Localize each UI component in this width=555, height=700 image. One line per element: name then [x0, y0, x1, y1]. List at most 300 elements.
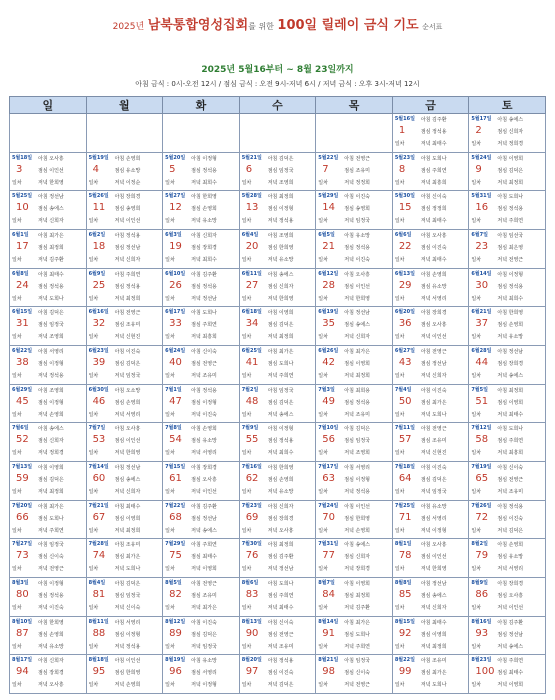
day-label: 일차	[318, 450, 328, 457]
day-date: 6월19일	[318, 309, 339, 316]
day-cell	[10, 577, 87, 616]
day-cell-content	[87, 385, 163, 421]
day-cell-content	[87, 539, 163, 575]
evening-person: 저녁 주희연	[344, 643, 370, 650]
morning-person: 아침 이정형	[497, 271, 524, 278]
day-number: 6	[245, 163, 253, 175]
morning-person: 아침 손영희	[191, 426, 217, 433]
day-number: 15	[398, 202, 412, 214]
day-date: 6월28일	[471, 347, 492, 354]
day-cell	[316, 307, 393, 346]
evening-person: 저녁 최태수	[497, 411, 524, 418]
morning-person: 아침 정선남	[344, 310, 370, 317]
day-cell	[10, 152, 87, 191]
day-label: 일차	[88, 218, 99, 225]
day-cell-content	[163, 385, 239, 421]
evening-person: 저녁 전영근	[497, 256, 524, 263]
lunch-person: 점심 서영리	[191, 670, 217, 677]
day-date: 5월17일	[471, 116, 492, 122]
day-cell-content	[469, 423, 545, 459]
day-cell-content	[393, 385, 469, 421]
day-label: 일차	[241, 372, 252, 379]
day-date: 5월22일	[318, 154, 339, 161]
day-number: 46	[92, 395, 106, 407]
day-date: 7월23일	[241, 502, 262, 509]
day-label: 일차	[394, 643, 405, 650]
morning-person: 아침 유소망	[191, 658, 217, 665]
morning-person: 아침 오사흥	[420, 542, 447, 549]
day-cell	[10, 345, 87, 384]
evening-person: 저녁 정석용	[114, 643, 141, 650]
day-cell	[316, 500, 393, 539]
lunch-person: 점심 이영희	[344, 360, 370, 367]
morning-person: 아침 신이숙	[267, 619, 294, 626]
day-number: 72	[475, 511, 489, 523]
day-date: 7월5일	[471, 386, 488, 393]
lunch-person: 점심 이영희	[497, 399, 524, 406]
day-cell-content	[393, 578, 469, 614]
evening-person: 저녁 송에스	[191, 527, 217, 534]
day-label: 일차	[318, 295, 328, 302]
evening-person: 저녁 손영희	[114, 682, 141, 689]
evening-person: 저녁 김덕은	[267, 682, 294, 689]
day-cell	[239, 152, 316, 191]
day-cell-content	[316, 307, 392, 343]
morning-person: 아침 최태수	[38, 271, 64, 278]
day-number: 83	[245, 588, 259, 600]
day-cell	[469, 423, 546, 462]
day-number: 49	[322, 395, 335, 407]
morning-person: 아침 최태수	[420, 619, 447, 626]
lunch-person: 점심 손영희	[114, 399, 141, 406]
day-label: 일차	[471, 334, 482, 341]
day-cell-content	[10, 191, 86, 227]
day-cell	[469, 191, 546, 230]
day-label: 일차	[241, 334, 252, 341]
evening-person: 저녁 조유미	[267, 643, 294, 650]
day-date: 7월29일	[165, 541, 186, 548]
morning-person: 아침 김주환	[497, 619, 524, 626]
day-date: 8월11일	[88, 618, 109, 625]
morning-person: 아침 한희영	[497, 310, 524, 317]
day-date: 7월25일	[394, 502, 415, 509]
day-cell	[469, 345, 546, 384]
evening-person: 저녁 도희나	[420, 682, 447, 689]
lunch-person: 점심 주희연	[191, 322, 217, 329]
evening-person: 저녁 이영희	[497, 682, 524, 689]
day-number: 12	[169, 202, 182, 214]
morning-person: 아침 오사흥	[344, 271, 370, 278]
day-cell-content	[87, 578, 163, 614]
day-number: 38	[16, 356, 29, 368]
day-cell-content	[10, 655, 86, 691]
day-number: 69	[245, 511, 259, 523]
day-number: 23	[475, 240, 489, 252]
week-row	[10, 191, 546, 230]
day-label: 일차	[471, 179, 482, 186]
day-cell	[86, 384, 163, 423]
day-number: 39	[92, 356, 106, 368]
evening-person: 저녁 주희연	[267, 372, 294, 379]
day-label: 일차	[12, 643, 22, 650]
day-number: 2	[475, 125, 482, 136]
lunch-person: 점심 송영희	[344, 206, 370, 213]
evening-person: 저녁 최흥희	[420, 179, 447, 186]
day-date: 8월15일	[394, 618, 415, 625]
day-number: 58	[475, 434, 489, 446]
day-date: 7월31일	[318, 541, 339, 548]
lunch-person: 점심 정석용	[114, 283, 141, 290]
day-label: 일차	[165, 411, 175, 418]
day-label: 일차	[88, 643, 99, 650]
day-cell-content	[87, 501, 163, 537]
day-cell	[392, 191, 469, 230]
page-title	[0, 14, 555, 33]
day-cell	[316, 384, 393, 423]
evening-person: 저녁 주희연	[497, 218, 524, 225]
calendar-table	[9, 96, 546, 694]
lunch-person: 점심 정선남	[114, 244, 141, 251]
day-cell	[163, 268, 240, 307]
evening-person: 저녁 장희경	[344, 566, 370, 573]
morning-person: 아침 신이숙	[191, 348, 217, 355]
day-number: 77	[322, 550, 335, 562]
day-label: 일차	[471, 682, 482, 689]
day-cell-content	[393, 501, 469, 537]
day-date: 8월22일	[394, 657, 415, 664]
evening-person: 저녁 신희자	[38, 218, 64, 225]
morning-person: 아침 최희용	[344, 387, 370, 394]
lunch-person: 점심 이영희	[420, 631, 447, 638]
morning-person: 아침 이영희	[497, 155, 524, 162]
lunch-person: 점심 김주환	[267, 554, 294, 561]
evening-person: 저녁 이진숙	[344, 256, 370, 263]
day-number: 25	[92, 279, 106, 291]
day-cell-content	[163, 191, 239, 227]
day-label: 일차	[165, 488, 175, 495]
day-number: 82	[169, 588, 182, 600]
evening-person: 저녁 최흥희	[191, 334, 217, 341]
day-cell	[163, 191, 240, 230]
day-label: 일차	[318, 256, 328, 263]
day-number: 43	[398, 356, 412, 368]
day-number: 78	[398, 550, 412, 562]
morning-person: 아침 이진숙	[191, 619, 217, 626]
morning-person: 아침 전영근	[191, 580, 217, 587]
morning-person: 아침 오소망	[114, 387, 141, 394]
lunch-person: 점심 최가은	[114, 554, 141, 561]
day-cell-content	[469, 346, 545, 382]
week-row	[10, 152, 546, 191]
lunch-person: 점심 조유미	[191, 592, 217, 599]
day-date: 7월10일	[318, 425, 339, 432]
day-cell-content	[87, 423, 163, 459]
evening-person: 저녁 정희경	[497, 141, 524, 147]
day-date: 8월6일	[241, 579, 259, 586]
lunch-person: 점심 정석용	[344, 244, 370, 251]
day-number: 21	[322, 240, 335, 252]
day-cell	[163, 307, 240, 346]
day-date: 6월4일	[241, 231, 259, 238]
lunch-person: 점심 정선남	[420, 360, 447, 367]
evening-person: 저녁 신희자	[114, 256, 141, 263]
day-date: 6월20일	[394, 309, 415, 316]
day-label: 일차	[318, 334, 328, 341]
day-date: 8월7일	[318, 579, 335, 586]
day-cell	[239, 461, 316, 500]
day-cell	[239, 268, 316, 307]
evening-person: 저녁 정석용	[38, 372, 64, 379]
evening-person: 저녁 신희자	[344, 334, 370, 341]
day-cell-content	[316, 346, 392, 382]
day-date: 6월15일	[12, 309, 33, 316]
day-cell	[239, 229, 316, 268]
day-cell	[469, 152, 546, 191]
day-number: 86	[475, 588, 489, 600]
day-cell	[163, 577, 240, 616]
day-number: 57	[398, 434, 412, 446]
evening-person: 저녁 이정형	[420, 527, 447, 534]
day-number: 10	[16, 202, 29, 214]
day-cell	[86, 229, 163, 268]
day-cell	[163, 616, 240, 655]
lunch-person: 점심 한희영	[267, 244, 294, 251]
evening-person: 저녁 최태수	[420, 141, 447, 147]
lunch-person: 점심 최태수	[497, 670, 524, 677]
morning-person: 아침 조유미	[114, 542, 141, 549]
day-date: 8월19일	[165, 657, 186, 664]
day-label: 일차	[88, 256, 99, 263]
day-cell-content	[87, 346, 163, 382]
day-label: 일차	[88, 450, 99, 457]
day-date: 8월5일	[165, 579, 182, 586]
day-label: 일차	[318, 372, 328, 379]
day-number: 19	[169, 240, 182, 252]
day-cell-content	[163, 501, 239, 537]
morning-person: 아침 유소망	[344, 232, 370, 239]
day-cell-content	[240, 385, 316, 421]
lunch-person: 점심 정석용	[38, 283, 64, 290]
morning-person: 아침 이진숙	[114, 348, 141, 355]
day-label: 일차	[12, 295, 22, 302]
day-cell	[469, 539, 546, 578]
lunch-person: 점심 전영근	[191, 360, 217, 367]
day-cell	[10, 384, 87, 423]
day-number: 70	[322, 511, 335, 523]
evening-person: 저녁 임정국	[114, 372, 141, 379]
evening-person: 저녁 송에스	[267, 411, 294, 418]
day-label: 일차	[394, 218, 405, 225]
day-cell-content	[240, 230, 316, 266]
weekday-header: 목	[316, 97, 393, 114]
day-cell	[316, 152, 393, 191]
day-label: 일차	[12, 256, 22, 263]
day-cell	[392, 268, 469, 307]
day-number: 59	[16, 472, 29, 484]
day-label: 일차	[394, 179, 405, 186]
evening-person: 저녁 한희영	[420, 566, 447, 573]
evening-person: 저녁 송에스	[497, 643, 524, 650]
day-label: 일차	[12, 218, 22, 225]
day-label: 일차	[318, 218, 328, 225]
day-number: 51	[475, 395, 489, 407]
day-number: 53	[92, 434, 106, 446]
day-date: 8월9일	[471, 579, 488, 586]
evening-person: 저녁 조영희	[38, 334, 64, 341]
evening-person: 저녁 손영희	[344, 527, 370, 534]
day-date: 6월2일	[88, 231, 106, 238]
lunch-person: 점심 장희경	[191, 244, 217, 251]
day-cell	[392, 539, 469, 578]
day-cell-content	[469, 191, 545, 227]
evening-person: 저녁 전영근	[38, 566, 64, 573]
day-cell-content	[393, 539, 469, 575]
weekday-header: 화	[163, 97, 240, 114]
evening-person: 저녁 신희자	[420, 372, 447, 379]
lunch-person: 점심 임정국	[267, 167, 294, 174]
lunch-person: 점심 이인선	[114, 438, 141, 445]
day-label: 일차	[88, 334, 99, 341]
morning-person: 아침 조영희	[38, 387, 64, 394]
morning-person: 아침 김주환	[191, 503, 217, 510]
day-label: 일차	[394, 141, 405, 147]
morning-person: 아침 최가은	[344, 348, 370, 355]
day-number: 20	[245, 240, 259, 252]
evening-person: 저녁 서영리	[497, 566, 524, 573]
day-number: 94	[16, 666, 29, 678]
morning-person: 아침 김덕은	[38, 310, 64, 317]
day-number: 81	[92, 588, 106, 600]
day-date: 7월17일	[318, 463, 339, 470]
day-cell-content	[316, 462, 392, 498]
evening-person: 저녁 유소망	[497, 334, 524, 341]
evening-person: 저녁 도희나	[114, 566, 141, 573]
day-cell	[86, 307, 163, 346]
lunch-person: 점심 정석용	[344, 399, 370, 406]
lunch-person: 점심 정정희	[420, 206, 447, 213]
lunch-person: 점심 이영희	[114, 515, 141, 522]
day-cell	[469, 384, 546, 423]
day-label: 일차	[394, 295, 405, 302]
day-date: 8월10일	[12, 618, 33, 625]
day-cell-content	[393, 462, 469, 498]
evening-person: 저녁 조영희	[344, 450, 370, 457]
evening-person: 저녁 오사흥	[267, 527, 294, 534]
lunch-person: 점심 임정국	[38, 322, 64, 329]
day-date: 7월9일	[241, 425, 259, 432]
day-label: 일차	[12, 411, 22, 418]
day-cell-content	[87, 655, 163, 691]
day-label: 일차	[471, 450, 482, 457]
day-date: 6월23일	[88, 347, 109, 354]
evening-person: 저녁 한희영	[114, 450, 141, 457]
day-number: 16	[475, 202, 489, 214]
day-cell-content	[240, 501, 316, 537]
day-cell-content	[393, 307, 469, 343]
lunch-person: 점심 임정국	[344, 438, 370, 445]
day-label: 일차	[241, 682, 252, 689]
day-date: 6월5일	[318, 231, 335, 238]
day-cell	[469, 500, 546, 539]
lunch-person: 점심 이정형	[191, 399, 217, 406]
day-date: 7월6일	[12, 425, 29, 432]
morning-person: 아침 전영근	[420, 426, 447, 433]
evening-person: 저녁 유소망	[38, 643, 64, 650]
day-cell	[239, 655, 316, 694]
morning-person: 아침 장희경	[420, 310, 447, 317]
evening-person: 저녁 최희수	[497, 295, 524, 302]
day-label: 일차	[471, 372, 482, 379]
day-cell	[469, 229, 546, 268]
day-cell	[10, 191, 87, 230]
day-cell-content	[469, 655, 545, 691]
day-cell-content	[240, 655, 316, 691]
lunch-person: 점심 김덕은	[267, 399, 294, 406]
day-label: 일차	[241, 411, 252, 418]
day-cell	[10, 461, 87, 500]
weekday-header: 일	[10, 97, 87, 114]
day-label: 일차	[318, 488, 328, 495]
day-label: 일차	[165, 179, 175, 186]
day-cell-content	[469, 501, 545, 537]
day-label: 일차	[471, 141, 482, 147]
day-number: 90	[245, 627, 259, 639]
day-number: 80	[16, 588, 29, 600]
day-number: 5	[169, 163, 176, 175]
lunch-person: 점심 도희나	[38, 515, 64, 522]
evening-person: 저녁 정정희	[344, 179, 370, 186]
day-number: 99	[398, 666, 412, 678]
evening-person: 저녁 오사흥	[38, 682, 64, 689]
day-cell-content	[163, 655, 239, 691]
day-number: 40	[169, 356, 182, 368]
day-label: 일차	[165, 450, 175, 457]
day-cell	[469, 268, 546, 307]
day-label: 일차	[88, 179, 99, 186]
lunch-person: 점심 손영희	[497, 322, 524, 329]
evening-person: 저녁 김주환	[38, 256, 64, 263]
weekday-header-row	[10, 97, 546, 114]
day-date: 5월18일	[12, 154, 33, 161]
evening-person: 저녁 한희영	[38, 179, 64, 186]
evening-person: 저녁 조유미	[191, 372, 217, 379]
day-cell-content	[163, 423, 239, 459]
week-row	[10, 655, 546, 694]
lunch-person: 점심 신희자	[267, 283, 294, 290]
day-number: 31	[16, 318, 29, 330]
day-cell-content	[87, 462, 163, 498]
lunch-person: 점심 한희영	[114, 670, 141, 677]
lunch-person: 점심 정선남	[497, 631, 524, 638]
day-number: 75	[169, 550, 182, 562]
morning-person: 아침 정선남	[497, 348, 524, 355]
lunch-person: 점심 정석용	[38, 592, 64, 599]
day-cell	[469, 616, 546, 655]
morning-person: 아침 김주환	[191, 271, 217, 278]
morning-person: 아침 송에스	[344, 542, 370, 549]
lunch-person: 점심 장희경	[267, 515, 294, 522]
day-cell	[239, 577, 316, 616]
day-date: 8월17일	[12, 657, 33, 664]
day-cell	[10, 616, 87, 655]
day-cell-content	[240, 539, 316, 575]
day-label: 일차	[394, 527, 405, 534]
day-cell-content	[316, 578, 392, 614]
lunch-person: 점심 주희연	[497, 438, 524, 445]
day-cell-content	[240, 269, 316, 305]
lunch-person: 점심 김덕은	[114, 360, 141, 367]
lunch-person: 점심 정선남	[191, 515, 217, 522]
